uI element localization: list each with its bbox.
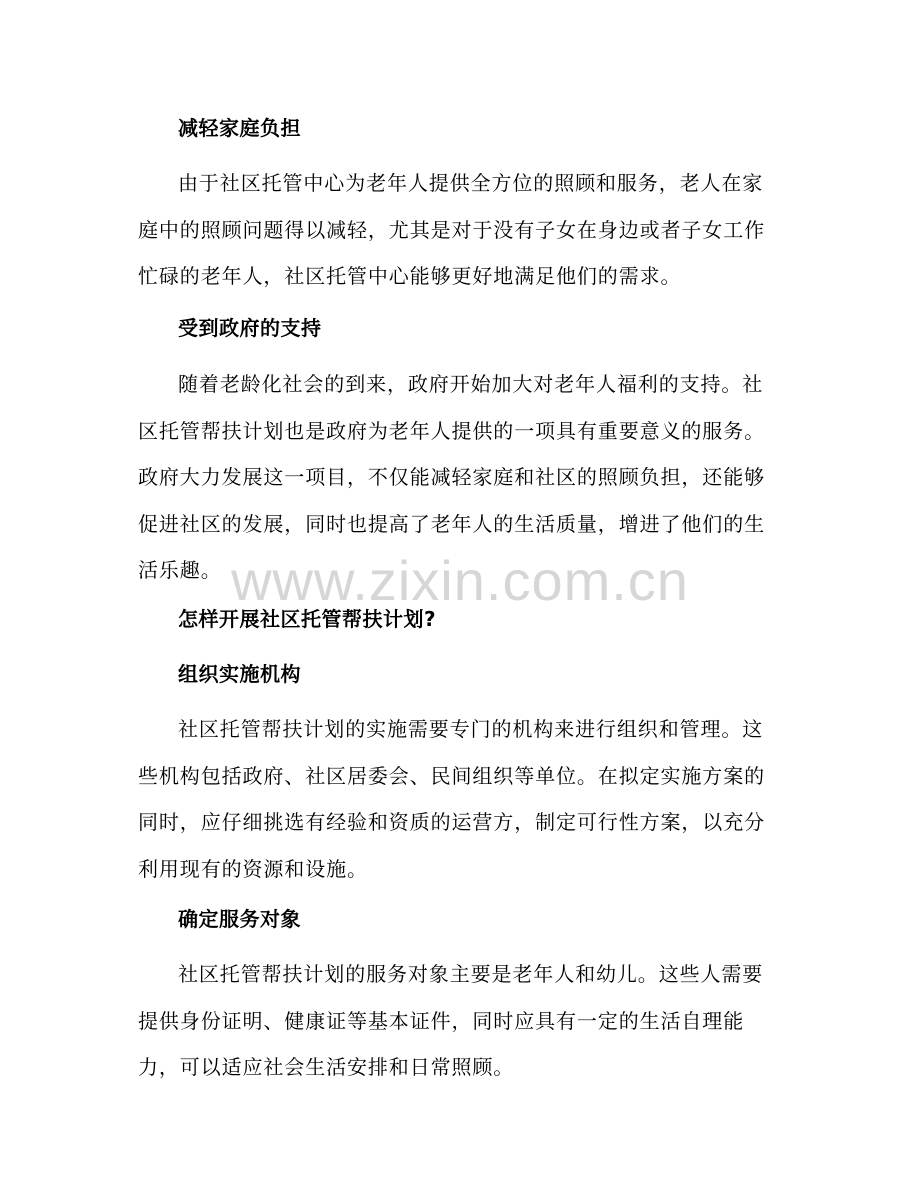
section-paragraph: 社区托管帮扶计划的服务对象主要是老年人和幼儿。这些人需要提供身份证明、健康证等基本证件，同时应具有一定的生活自理能力，可以适应社会生活安排和日常照顾。 <box>138 962 764 1079</box>
section-paragraph: 由于社区托管中心为老年人提供全方位的照顾和服务，老人在家庭中的照顾问题得以减轻，尤其是对于没有子女在身边或者子女工作忙碌的老年人，社区托管中心能够更好地满足他们的需求。 <box>138 171 765 288</box>
section-paragraph: 随着老龄化社会的到来，政府开始加大对老年人福利的支持。社区托管帮扶计划也是政府为老年人提供的一项具有重要意义的服务。政府大力发展这一项目，不仅能减轻家庭和社区的照顾负担，还能够促进社区的发展，同时也提高了老年人的生活质量，增进了他们的生活乐趣。 <box>138 372 765 582</box>
section-paragraph: 社区托管帮扶计划的实施需要专门的机构来进行组织和管理。这些机构包括政府、社区居委会、民间组织等单位。在拟定实施方案的同时，应仔细挑选有经验和资质的运营方，制定可行性方案，以充分利用现有的资源和设施。 <box>138 717 765 881</box>
section-heading: 怎样开展社区托管帮扶计划? <box>178 607 437 631</box>
watermark: www.zixin.com.cn <box>231 549 689 612</box>
section-heading: 组织实施机构 <box>178 662 301 686</box>
section-heading: 受到政府的支持 <box>178 316 322 340</box>
section-heading: 减轻家庭负担 <box>178 116 301 140</box>
section-heading: 确定服务对象 <box>178 907 301 931</box>
